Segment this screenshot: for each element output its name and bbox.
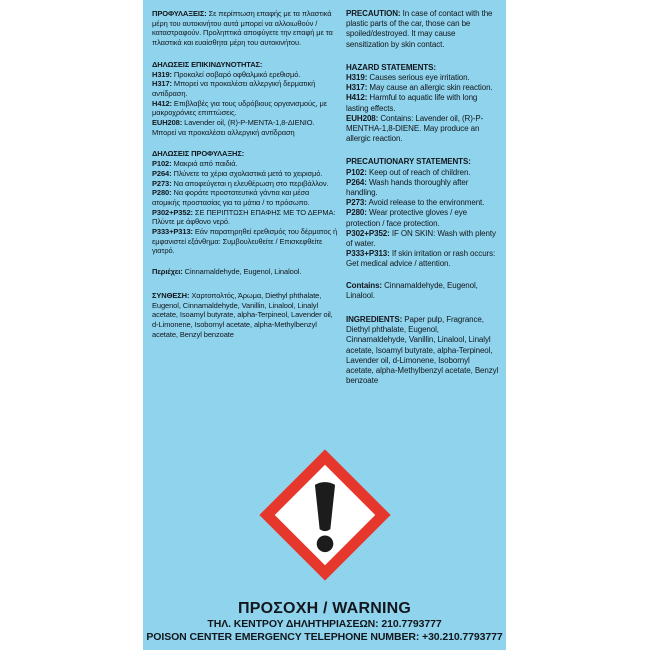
statement-text: Προκαλεί σοβαρό οφθαλμικό ερεθισμό.	[173, 69, 301, 79]
statement-code: H412:	[346, 93, 368, 103]
poison-center-phone-greek: ΤΗΛ. ΚΕΝΤΡΟΥ ΔΗΛΗΤΗΡΙΑΣΕΩΝ: 210.7793777	[207, 618, 442, 630]
statement-text: Contains: Lavender oil, (R)-P-MENTHA-1,8-DIENE. May produce an allergic reaction.	[346, 113, 484, 144]
statement-code: P102:	[152, 159, 172, 169]
english-hazard-statements-list	[346, 73, 499, 144]
statement-text: IF ON SKIN: Wash with plenty of water.	[346, 228, 496, 249]
statement-text: Επιβλαβές για τους υδρόβιους οργανισμούς, με μακροχρόνιες επιπτώσεις.	[152, 98, 327, 118]
statement-code: P280:	[346, 208, 367, 218]
precautionary-statement-item	[346, 249, 499, 269]
statement-text: Να αποφεύγεται η ελευθέρωση στο περιβάλλον.	[173, 178, 329, 188]
statement-code: EUH208:	[346, 113, 379, 123]
statement-code: P333+P313:	[152, 227, 193, 237]
english-precaution-title: PRECAUTION:	[346, 9, 401, 18]
statement-code: P264:	[152, 168, 172, 178]
hazard-statement-item	[152, 79, 338, 98]
statement-code: H319:	[152, 69, 172, 79]
product-warning-label	[143, 0, 506, 650]
greek-composition-paragraph	[152, 291, 338, 340]
hazard-statement-item	[346, 83, 499, 93]
statement-text: Wear protective gloves / eye protection / face protection.	[346, 208, 467, 228]
english-contains-paragraph	[346, 281, 499, 301]
precautionary-statement-item	[152, 188, 338, 207]
poison-center-phone-english: POISON CENTER EMERGENCY TELEPHONE NUMBER: +30.210.7793777	[146, 630, 503, 643]
statement-text: Avoid release to the environment.	[368, 198, 485, 208]
statement-code: P264:	[346, 177, 367, 187]
statement-text: Μπορεί να προκαλέσει αλλεργική δερματική αντίδραση.	[152, 79, 316, 98]
statement-code: H319:	[346, 73, 368, 83]
greek-column	[152, 9, 338, 387]
statement-code: P302+P352:	[152, 207, 193, 217]
exclamation-diamond-icon	[258, 448, 392, 582]
statement-code: H412:	[152, 98, 172, 108]
precautionary-statement-item	[152, 208, 338, 227]
precautionary-statement-item	[152, 159, 338, 169]
english-hazard-statements-title: HAZARD STATEMENTS:	[346, 62, 436, 72]
label-text-columns	[152, 9, 499, 387]
english-column	[346, 9, 499, 387]
statement-text: May cause an allergic skin reaction.	[369, 83, 493, 93]
statement-code: EUH208:	[152, 118, 183, 128]
precautionary-statement-item	[346, 208, 499, 228]
english-ingredients-paragraph	[346, 315, 499, 386]
precautionary-statement-item	[346, 198, 499, 208]
statement-text: Εάν παρατηρηθεί ερεθισμός του δέρματος ή εμφανιστεί εξάνθημα: Συμβουλευθείτε / Επισκεφθείτε γιατρό.	[152, 227, 338, 256]
greek-precaution-body: Σε περίπτωση επαφής με τα πλαστικά μέρη του αυτοκινήτου αυτά μπορεί να αλλοιωθούν / καταστραφούν. Προληπτικά αποφύγετε την επαφή με τα πλαστικά και ευαίσθητα μέρη του αυτοκινήτου.	[152, 9, 333, 48]
greek-precautionary-statements-list	[152, 159, 338, 256]
statement-code: H317:	[346, 83, 368, 93]
greek-precaution-title: ΠΡΟΦΥΛΑΞΕΙΣ:	[152, 9, 207, 18]
statement-text: If skin irritation or rash occurs: Get medical advice / attention.	[346, 249, 496, 269]
statement-code: P333+P313:	[346, 249, 390, 259]
statement-text: Πλύνετε τα χέρια σχολαστικά μετά το χειρισμό.	[173, 168, 323, 178]
english-precautionary-statements-list	[346, 168, 499, 270]
statement-code: P102:	[346, 167, 367, 177]
statement-code: P273:	[152, 178, 172, 188]
warning-signal-word: ΠΡΟΣΟΧΗ / WARNING	[237, 600, 411, 617]
hazard-statement-item	[346, 93, 499, 113]
english-contains-body: Cinnamaldehyde, Eugenol, Linalool.	[346, 280, 478, 300]
statement-code: P302+P352:	[346, 228, 390, 238]
statement-text: ΣΕ ΠΕΡΙΠΤΩΣΗ ΕΠΑΦΗΣ ΜΕ ΤΟ ΔΕΡΜΑ: Πλύντε με άφθονο νερό.	[152, 207, 336, 227]
greek-contains-paragraph	[152, 267, 338, 277]
greek-hazard-statements-list	[152, 70, 338, 138]
precautionary-statement-item	[346, 178, 499, 198]
statement-text: Keep out of reach of children.	[368, 167, 471, 177]
statement-code: P273:	[346, 198, 367, 208]
statement-text: Harmful to aquatic life with long lasting effects.	[346, 93, 478, 113]
english-precaution-paragraph	[346, 9, 499, 50]
precautionary-statement-item	[346, 229, 499, 249]
english-precaution-body: In case of contact with the plastic parts of the car, those can be spoiled/destroyed. It may cause sensitization by skin contact.	[346, 9, 493, 49]
statement-text: Να φοράτε προστατευτικά γάντια και μέσα ατομικής προστασίας για τα μάτια / το πρόσωπο.	[152, 188, 310, 207]
ghs07-exclamation-pictogram-icon	[258, 448, 392, 582]
statement-text: Lavender oil, (R)-P-MENTA-1,8-ΔΙΕΝΙΟ. Μπορεί να προκαλέσει αλλεργική αντίδραση	[152, 118, 315, 137]
hazard-statement-item	[152, 70, 338, 80]
precautionary-statement-item	[346, 168, 499, 178]
english-ingredients-body: Paper pulp, Fragrance, Diethyl phthalate, Eugenol, Cinnamaldehyde, Vanillin, Linalool, Linalyl acetate, Isoamyl butyrate, alpha-Terpineol, Lavender oil, d-Limonene, Isobornyl acetate, alpha-Methylbenzyl acetate, Benzyl benzoate	[346, 315, 499, 386]
greek-contains-title: Περιέχει:	[152, 267, 183, 277]
greek-precautionary-statements-title: ΔΗΛΩΣΕΙΣ ΠΡΟΦΥΛΑΞΗΣ:	[152, 149, 245, 159]
statement-code: H317:	[152, 79, 172, 89]
precautionary-statement-item	[152, 227, 338, 256]
hazard-statement-item	[152, 118, 338, 137]
statement-text: Μακριά από παιδιά.	[173, 159, 238, 169]
statement-code: P280:	[152, 188, 172, 198]
statement-text: Wash hands thoroughly after handling.	[346, 177, 469, 198]
precautionary-statement-item	[152, 179, 338, 189]
hazard-statement-item	[346, 114, 499, 145]
label-footer	[143, 600, 506, 643]
english-contains-title: Contains:	[346, 280, 382, 290]
greek-composition-title: ΣΥΝΘΕΣΗ:	[152, 290, 190, 300]
english-ingredients-title: INGREDIENTS:	[346, 315, 403, 325]
greek-composition-body: Χαρτοπολτός, Άρωμα, Diethyl phthalate, Eugenol, Cinnamaldehyde, Vanillin, Linalool, Linalyl acetate, Isoamyl butyrate, alpha-Terpineol, Lavender oil, d-Limonene, Isobornyl acetate, alpha-Methylbenzyl acetate, Benzyl benzoate	[152, 290, 333, 339]
precautionary-statement-item	[152, 169, 338, 179]
greek-precaution-paragraph	[152, 9, 338, 48]
hazard-statement-item	[346, 73, 499, 83]
greek-contains-body: Cinnamaldehyde, Eugenol, Linalool.	[182, 267, 302, 277]
statement-text: Causes serious eye irritation.	[369, 73, 470, 83]
hazard-statement-item	[152, 99, 338, 118]
english-precautionary-statements-title: PRECAUTIONARY STATEMENTS:	[346, 157, 471, 167]
greek-hazard-statements-title: ΔΗΛΩΣΕΙΣ ΕΠΙΚΙΝΔΥΝΟΤΗΤΑΣ:	[152, 59, 263, 69]
